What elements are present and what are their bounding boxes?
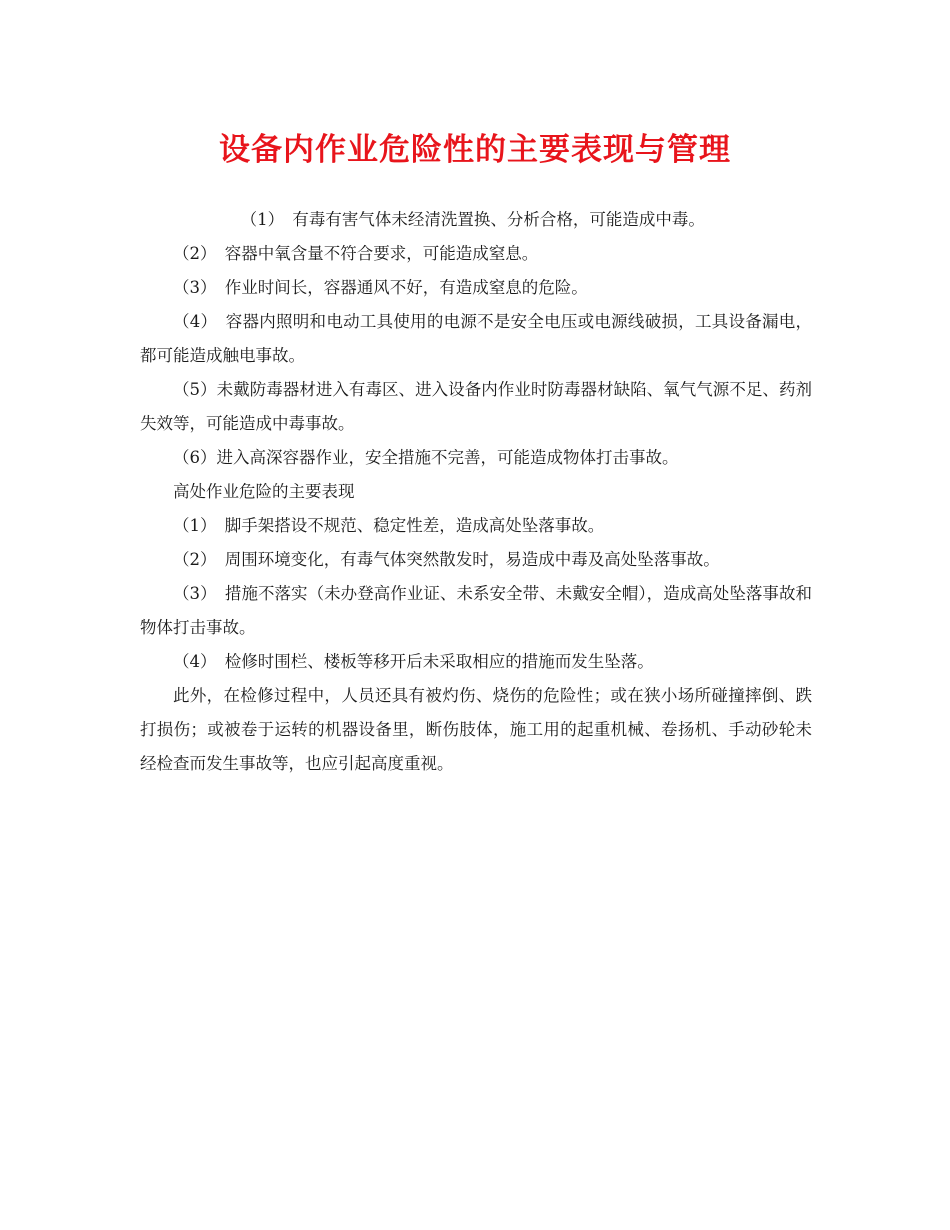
paragraph-11: 此外，在检修过程中，人员还具有被灼伤、烧伤的危险性；或在狭小场所碰撞摔倒、跌打损伤；或被卷于运转的机器设备里，断伤肢体，施工用的起重机械、卷扬机、手动砂轮未经检查而发生事故等，也应引起高度重视。 — [140, 686, 812, 773]
paragraph-2: （2） 容器中氧含量不符合要求，可能造成窒息。 — [173, 244, 539, 263]
paragraph-1: （1） 有毒有害气体未经清洗置换、分析合格，可能造成中毒。 — [240, 210, 705, 229]
paragraph-9: （3） 措施不落实（未办登高作业证、未系安全带、未戴安全帽），造成高处坠落事故和物体打击事故。 — [140, 584, 812, 637]
paragraph-3: （3） 作业时间长，容器通风不好，有造成窒息的危险。 — [173, 278, 588, 297]
document-title: 设备内作业危险性的主要表现与管理 — [219, 132, 731, 168]
section-heading: 高处作业危险的主要表现 — [173, 482, 355, 501]
paragraph-7: （1） 脚手架搭设不规范、稳定性差，造成高处坠落事故。 — [173, 516, 605, 535]
paragraph-4: （4） 容器内照明和电动工具使用的电源不是安全电压或电源线破损，工具设备漏电，都可能造成触电事故。 — [140, 312, 812, 365]
paragraph-6: （6）进入高深容器作业，安全措施不完善，可能造成物体打击事故。 — [173, 448, 679, 467]
paragraph-5: （5）未戴防毒器材进入有毒区、进入设备内作业时防毒器材缺陷、氧气气源不足、药剂失效等，可能造成中毒事故。 — [140, 380, 812, 433]
paragraph-10: （4） 检修时围栏、楼板等移开后未采取相应的措施而发生坠落。 — [173, 652, 654, 671]
paragraph-8: （2） 周围环境变化，有毒气体突然散发时，易造成中毒及高处坠落事故。 — [173, 550, 720, 569]
document-body — [140, 203, 812, 781]
